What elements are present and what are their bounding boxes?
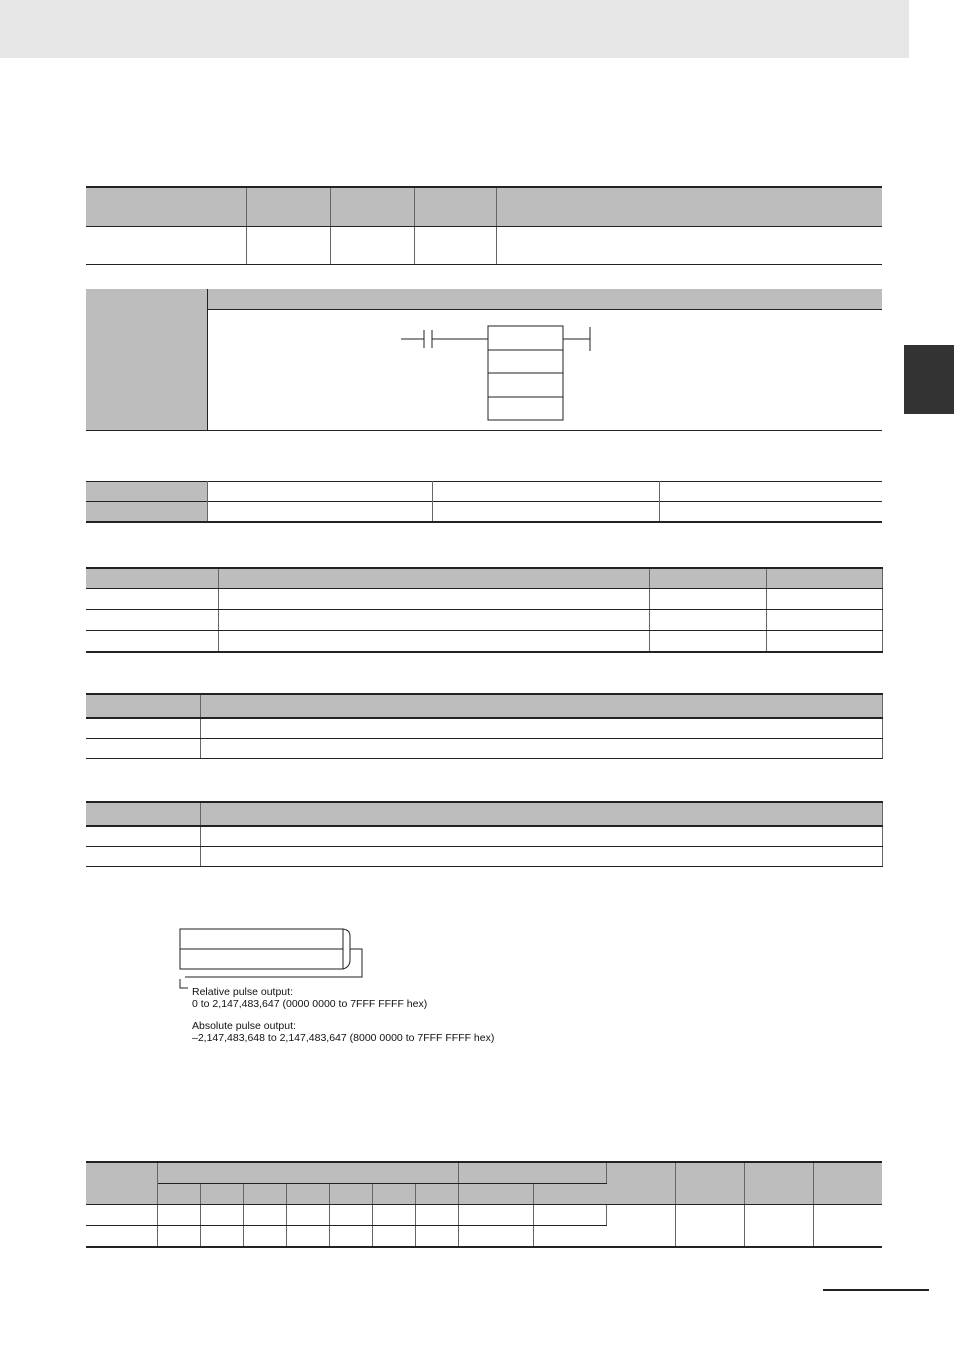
table-header-row [86,568,882,589]
flags-table [86,1161,882,1248]
relative-range-note [192,987,427,1010]
table-header-row [86,694,882,718]
table-row [86,227,882,265]
table-row [86,826,882,847]
table-header-row [86,802,882,826]
table-row [86,739,882,759]
pulse-output-diagram [170,922,570,1052]
variations-table [86,481,882,523]
word-boxes-diagram [170,922,570,992]
table-row [86,610,882,631]
footer-rule [823,1289,929,1291]
absolute-label: Absolute pulse output: [192,1020,296,1032]
instruction-table [86,186,882,265]
table-row [86,589,882,610]
absolute-range-note [192,1021,494,1044]
page-header-band [0,0,909,58]
table-row [86,502,882,523]
table-header-row [86,187,882,227]
ladder-diagram [86,289,882,430]
absolute-range: –2,147,483,648 to 2,147,483,647 (8000 0000 to 7FFF FFFF hex) [192,1031,495,1044]
table-row [86,847,882,867]
control-data-table [86,801,883,867]
table-header-row [86,1162,882,1184]
port-specifier-table [86,693,883,759]
table-row [86,1205,882,1226]
relative-range: 0 to 2,147,483,647 (0000 0000 to 7FFF FFFF hex) [192,997,428,1010]
operands-table [86,567,883,653]
table-row [86,482,882,502]
table-row [86,631,882,653]
section-side-tab [904,345,954,414]
relative-label: Relative pulse output: [192,986,293,998]
table-row [86,718,882,739]
ladder-symbol-panel [86,289,882,431]
